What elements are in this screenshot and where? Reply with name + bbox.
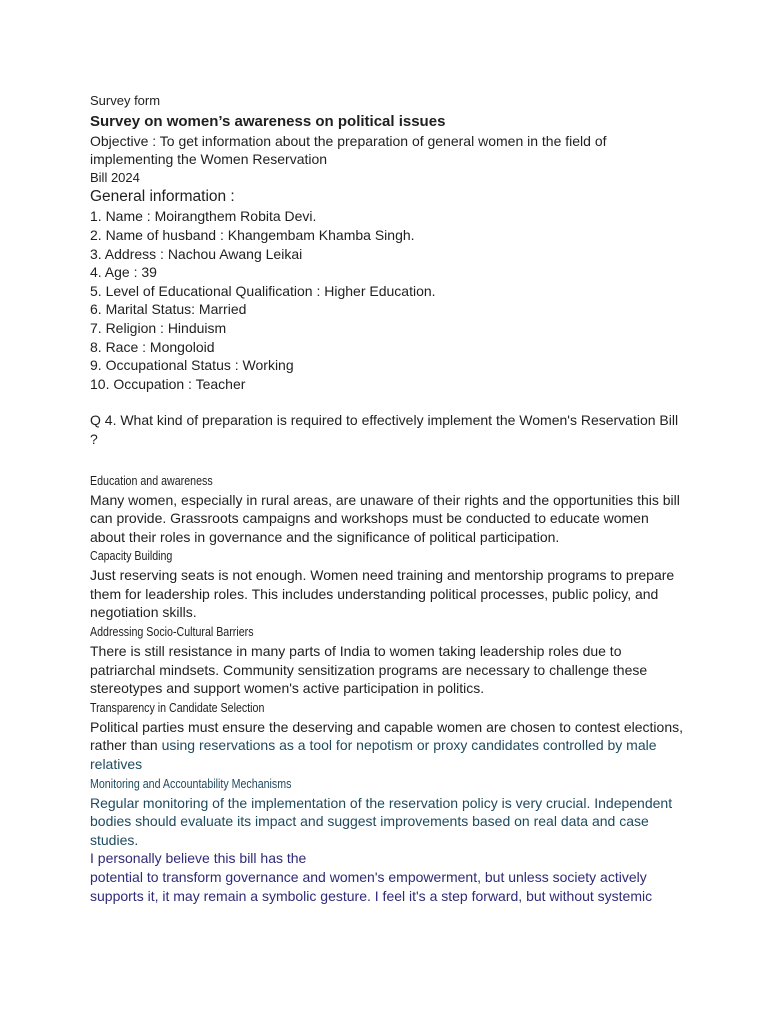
list-item: 4. Age : 39 xyxy=(90,264,157,281)
paragraph-text-highlight: using reservations as a tool for nepotism or proxy candidates controlled by male xyxy=(161,737,657,754)
list-item: 7. Religion : Hinduism xyxy=(90,319,227,336)
paragraph-line: Many women, especially in rural areas, are unaware of their rights and the opportunities this bill xyxy=(90,491,680,508)
list-item: 3. Address : Nachou Awang Leikai xyxy=(90,245,303,262)
paragraph-line: potential to transform governance and women's empowerment, but unless society actively xyxy=(90,869,647,885)
question-line: ? xyxy=(90,430,98,447)
section-paragraph xyxy=(90,718,690,774)
objective-line: Bill 2024 xyxy=(90,169,140,185)
list-item: 9. Occupational Status : Working xyxy=(90,357,294,374)
section-heading: Transparency in Candidate Selection xyxy=(90,699,265,715)
question xyxy=(90,411,690,448)
section-heading: Capacity Building xyxy=(90,548,173,564)
paragraph-line xyxy=(90,736,690,755)
section-heading: Addressing Socio-Cultural Barriers xyxy=(90,624,254,640)
paragraph-line: I personally believe this bill has the xyxy=(90,850,307,867)
form-label: Survey form xyxy=(90,93,161,108)
paragraph-line: Political parties must ensure the deserving and capable women are chosen to contest elections, xyxy=(90,718,684,735)
list-item: 6. Marital Status: Married xyxy=(90,301,247,318)
list-item: 1. Name : Moirangthem Robita Devi. xyxy=(90,208,317,225)
paragraph-line: There is still resistance in many parts of India to women taking leadership roles due to xyxy=(90,643,622,660)
section-paragraph xyxy=(90,642,690,698)
section-paragraph xyxy=(90,491,690,547)
list-item: 5. Level of Educational Qualification : Higher Education. xyxy=(90,282,436,299)
list-item: 10. Occupation : Teacher xyxy=(90,375,246,392)
paragraph-line: supports it, it may remain a symbolic gesture. I feel it's a step forward, but without systemic xyxy=(90,887,653,904)
closing-paragraph xyxy=(90,849,690,905)
document-page xyxy=(90,92,690,905)
section-heading: Monitoring and Accountability Mechanisms xyxy=(90,775,292,791)
general-info-list xyxy=(90,207,690,393)
paragraph-line: stereotypes and support women's active participation in politics. xyxy=(90,680,485,697)
paragraph-line: studies. xyxy=(90,831,139,848)
section-paragraph xyxy=(90,566,690,622)
objective-line: implementing the Women Reservation xyxy=(90,151,328,168)
objective-line: Objective : To get information about the preparation of general women in the field of xyxy=(90,132,607,149)
list-item: 2. Name of husband : Khangembam Khamba Singh. xyxy=(90,226,415,243)
paragraph-line: can provide. Grassroots campaigns and workshops must be conducted to educate women xyxy=(90,510,649,527)
paragraph-line: bodies should evaluate its impact and suggest improvements based on real data and case xyxy=(90,813,649,830)
paragraph-line: relatives xyxy=(90,756,143,773)
page-title: Survey on women’s awareness on political issues xyxy=(90,112,446,130)
section-heading: Education and awareness xyxy=(90,472,213,488)
paragraph-line: Regular monitoring of the implementation of the reservation policy is very crucial. Independent xyxy=(90,794,673,811)
paragraph-line: negotiation skills. xyxy=(90,604,197,621)
question-line: Q 4. What kind of preparation is required to effectively implement the Women's Reservation Bill xyxy=(90,412,679,429)
section-paragraph xyxy=(90,794,690,850)
paragraph-text: rather than xyxy=(90,737,162,754)
list-item: 8. Race : Mongoloid xyxy=(90,338,215,355)
general-info-heading: General information : xyxy=(90,188,235,206)
paragraph-line: them for leadership roles. This includes understanding political processes, public policy, and xyxy=(90,585,659,602)
paragraph-line: patriarchal mindsets. Community sensitization programs are necessary to challenge these xyxy=(90,661,648,678)
paragraph-line: Just reserving seats is not enough. Women need training and mentorship programs to prepare xyxy=(90,567,675,584)
paragraph-line: about their roles in governance and the significance of political participation. xyxy=(90,528,560,545)
